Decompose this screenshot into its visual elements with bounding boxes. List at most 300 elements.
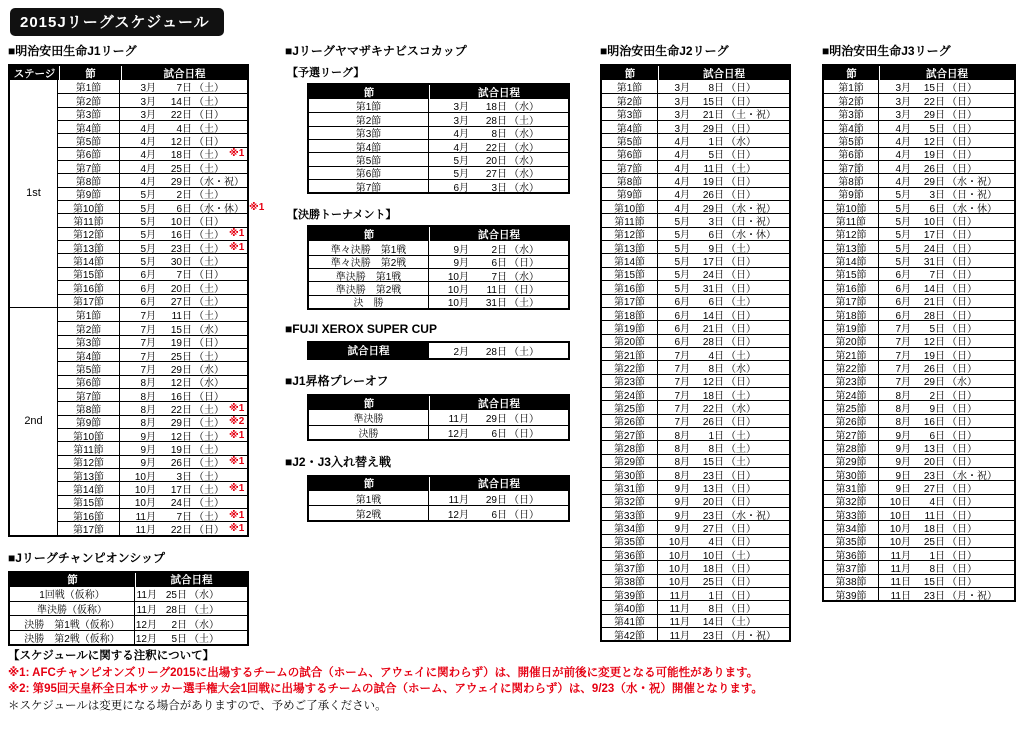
day-value: 6日: [491, 509, 507, 521]
day-value: 13日: [702, 483, 724, 495]
round-label: 第15節: [58, 268, 120, 280]
day-value: 7日: [176, 270, 192, 282]
match-date: [429, 491, 568, 506]
round-label: 第40節: [602, 601, 658, 613]
table-row: [824, 213, 1014, 229]
round-label: 決勝 第1戦（仮称）: [10, 616, 135, 629]
weekday-value: （日）: [726, 337, 756, 349]
weekday-value: （日）: [194, 270, 224, 282]
day-value: 29日: [170, 177, 192, 189]
day-value: 11日: [486, 285, 507, 297]
round-label: 第31節: [824, 481, 879, 493]
month-value: 9月: [674, 524, 690, 536]
table-row: [602, 80, 789, 93]
table-row: [58, 200, 265, 215]
table-row: [824, 120, 1014, 133]
month-value: 5月: [140, 190, 156, 202]
weekday-value: （水）: [509, 129, 539, 141]
stage-rows: [58, 308, 247, 535]
weekday-value: （日）: [509, 494, 539, 506]
day-value: 6日: [929, 430, 945, 442]
weekday-value: （日）: [194, 525, 224, 537]
day-value: 14日: [702, 617, 724, 629]
weekday-value: （土）: [194, 97, 224, 109]
month-value: 10月: [668, 577, 690, 589]
weekday-value: （土）: [194, 471, 224, 483]
table-row: [602, 200, 789, 213]
match-date: [429, 410, 568, 425]
round-label: 第12節: [602, 228, 658, 240]
weekday-value: （水・祝）: [726, 203, 776, 215]
match-date: [120, 293, 247, 308]
day-value: 29日: [170, 364, 192, 376]
day-value: 6日: [491, 428, 507, 440]
round-label: 第3節: [58, 108, 120, 120]
day-value: 1日: [929, 550, 945, 562]
round-label: 第9節: [602, 188, 658, 200]
round-label: 第5節: [309, 153, 429, 165]
note-ref: ※1: [229, 482, 245, 494]
weekday-value: （日）: [947, 270, 977, 282]
day-value: 19日: [923, 150, 945, 162]
table-row: [824, 494, 1014, 507]
round-label: 第6節: [58, 376, 120, 388]
month-value: 10月: [134, 484, 156, 496]
month-value: 8月: [140, 391, 156, 403]
j2-heading: ■明治安田生命J2リーグ: [600, 44, 729, 58]
round-label: 決勝: [309, 426, 429, 439]
nabisco-heading: ■Jリーグヤマザキナビスコカップ: [285, 44, 467, 58]
match-date: [879, 587, 1014, 602]
table-row: [309, 166, 568, 179]
round-label: 第35節: [824, 535, 879, 547]
match-date: [658, 79, 789, 94]
day-value: 29日: [485, 494, 507, 506]
table-row: [602, 253, 789, 269]
table-row: [602, 160, 789, 173]
weekday-value: （日）: [947, 337, 977, 349]
round-label: 第4節: [58, 349, 120, 361]
weekday-value: （土）: [194, 404, 224, 416]
table-row: [824, 507, 1014, 520]
table-row: [58, 93, 247, 109]
weekday-value: （日）: [726, 257, 756, 269]
table-row: [824, 467, 1014, 480]
weekday-value: （日）: [726, 417, 756, 429]
round-label: 第7節: [58, 161, 120, 173]
month-value: 4月: [140, 123, 156, 135]
round-label: 第10節: [58, 201, 120, 213]
table-row: [58, 107, 247, 120]
day-value: 10日: [702, 550, 724, 562]
table-row: [58, 321, 247, 334]
month-value: 4月: [674, 190, 690, 202]
month-value: 5月: [895, 243, 911, 255]
final-tournament-table-body: [309, 241, 568, 308]
day-value: 29日: [485, 413, 507, 425]
round-label: 第12節: [58, 228, 120, 240]
round-label: 第37節: [824, 561, 879, 573]
round-label: 第20節: [824, 335, 879, 347]
day-value: 20日: [170, 283, 192, 295]
column-header-date: 試合日程: [429, 85, 568, 99]
table-row: [824, 267, 1014, 280]
weekday-value: （水）: [726, 403, 756, 415]
day-value: 8日: [708, 604, 724, 616]
round-label: 第27節: [602, 428, 658, 440]
day-value: 22日: [170, 110, 192, 122]
day-value: 27日: [170, 297, 192, 309]
round-label: 準決勝（仮称）: [10, 602, 135, 615]
weekday-value: （土）: [726, 243, 756, 255]
day-value: 26日: [923, 363, 945, 375]
table-row: [602, 320, 789, 333]
month-value: 11月: [136, 590, 157, 602]
round-label: 決勝 第2戦（仮称）: [10, 631, 135, 644]
day-value: 25日: [170, 163, 192, 175]
month-value: 3月: [453, 102, 469, 114]
day-value: 7日: [929, 270, 945, 282]
month-value: 4月: [140, 163, 156, 175]
weekday-value: （日）: [726, 377, 756, 389]
weekday-value: （日）: [726, 470, 756, 482]
round-label: 第19節: [824, 321, 879, 333]
month-value: 9日: [895, 470, 911, 482]
round-label: 第4節: [824, 121, 879, 133]
table-row: [824, 547, 1014, 560]
round-label: 決 勝: [309, 296, 429, 308]
month-value: 3月: [895, 83, 911, 95]
day-value: 21日: [702, 323, 724, 335]
month-value: 10月: [134, 471, 156, 483]
month-value: 3月: [895, 110, 911, 122]
day-value: 5日: [171, 634, 187, 646]
day-value: 19日: [170, 338, 192, 350]
weekday-value: （土）: [726, 350, 756, 362]
round-label: 第36節: [824, 548, 879, 560]
round-label: 第11節: [58, 442, 120, 454]
table-row: [602, 400, 789, 413]
day-value: 18日: [485, 102, 507, 114]
month-value: 8月: [674, 443, 690, 455]
day-value: 14日: [702, 310, 724, 322]
month-value: 3月: [674, 83, 690, 95]
day-value: 29日: [923, 177, 945, 189]
weekday-value: （日）: [947, 457, 977, 469]
round-label: 第2節: [824, 94, 879, 106]
column-header-round: 節: [363, 228, 375, 241]
column-header-round: 節: [67, 574, 78, 587]
month-value: 3月: [674, 123, 690, 135]
month-value: 12月: [135, 619, 157, 631]
weekday-value: （土）: [194, 484, 224, 496]
playoff-table-body: [309, 410, 568, 439]
month-value: 4月: [895, 150, 911, 162]
month-value: 4月: [895, 163, 911, 175]
month-value: 9月: [140, 458, 156, 470]
qualifying-table-header: [309, 85, 568, 99]
weekday-value: （日）: [947, 577, 977, 589]
table-row: [309, 410, 568, 424]
day-value: 12日: [170, 137, 192, 149]
round-label: 第32節: [602, 495, 658, 507]
month-value: 5月: [674, 217, 690, 229]
round-label: 第3節: [309, 127, 429, 139]
month-value: 8月: [895, 403, 911, 415]
day-value: 29日: [702, 123, 724, 135]
day-value: 12日: [170, 431, 192, 443]
weekday-value: （水）: [509, 169, 539, 181]
day-value: 14日: [923, 283, 945, 295]
month-value: 8月: [140, 378, 156, 390]
table-row: [824, 414, 1014, 427]
round-label: 第18節: [824, 308, 879, 320]
round-label: 第24節: [824, 388, 879, 400]
weekday-value: （日）: [509, 258, 539, 270]
round-label: 1回戦（仮称）: [10, 587, 135, 601]
month-value: 5月: [895, 230, 911, 242]
month-value: 5月: [140, 257, 156, 269]
weekday-value: （土）: [194, 83, 224, 95]
month-value: 6月: [674, 337, 690, 349]
table-row: [602, 280, 789, 293]
month-value: 10月: [668, 564, 690, 576]
day-value: 3日: [929, 190, 945, 202]
month-value: 11月: [136, 605, 157, 617]
note-ref: ※1: [229, 241, 245, 253]
weekday-value: （日）: [509, 285, 539, 297]
table-row: [602, 334, 789, 347]
weekday-value: （月・祝）: [947, 590, 997, 602]
month-value: 6月: [674, 297, 690, 309]
month-value: 4月: [140, 177, 156, 189]
qualifying-table-body: [309, 99, 568, 192]
day-value: 28日: [485, 347, 507, 359]
column-header-round: 節: [363, 397, 375, 410]
round-label: 第7節: [824, 161, 879, 173]
round-label: 第23節: [602, 375, 658, 387]
day-value: 3日: [491, 182, 507, 194]
weekday-value: （日）: [947, 150, 977, 162]
weekday-value: （水）: [189, 619, 219, 631]
table-row: [602, 347, 789, 360]
day-value: 18日: [923, 524, 945, 536]
table-row: [309, 295, 568, 308]
table-row: [309, 491, 568, 505]
weekday-value: （水・祝）: [726, 510, 776, 522]
day-value: 23日: [702, 470, 724, 482]
weekday-value: （日）: [947, 297, 977, 309]
round-label: 第9節: [824, 188, 879, 200]
round-label: 第38節: [824, 575, 879, 587]
day-value: 5日: [929, 323, 945, 335]
weekday-value: （日）: [947, 323, 977, 335]
month-value: 7月: [674, 390, 690, 402]
table-row: [602, 480, 789, 493]
table-row: [602, 307, 789, 320]
month-value: 5月: [453, 156, 469, 168]
round-label: 第29節: [824, 455, 879, 467]
round-label: 第26節: [824, 415, 879, 427]
match-date: [429, 241, 568, 256]
day-value: 8日: [708, 443, 724, 455]
weekday-value: （日）: [194, 217, 224, 229]
table-row: [58, 335, 247, 348]
day-value: 25日: [165, 590, 187, 602]
month-value: 7月: [140, 351, 156, 363]
weekday-value: （土）: [189, 634, 219, 646]
replacement-table-header: [309, 477, 568, 491]
column-header-date: 試合日程: [429, 227, 568, 241]
table-row: [58, 253, 247, 269]
match-date: [135, 616, 247, 631]
round-label: 第5節: [58, 362, 120, 374]
month-value: 5月: [140, 243, 156, 255]
day-value: 8日: [929, 564, 945, 576]
day-value: 31日: [702, 283, 724, 295]
round-label: 第16節: [824, 281, 879, 293]
match-date: [429, 343, 568, 358]
weekday-value: （土）: [194, 444, 224, 456]
round-label: 第8節: [602, 174, 658, 186]
j2-table-body: [602, 80, 789, 640]
month-value: 4月: [140, 137, 156, 149]
month-value: 7月: [895, 337, 911, 349]
month-value: 5月: [674, 257, 690, 269]
qualifying-label: 【予選リーグ】: [287, 67, 365, 79]
round-label: 第13節: [58, 469, 120, 481]
table-row: [602, 213, 789, 229]
round-label: 第21節: [824, 348, 879, 360]
table-row: [824, 347, 1014, 360]
match-date: [429, 506, 568, 521]
table-row: [10, 587, 247, 601]
month-value: 10月: [447, 298, 469, 310]
table-row: [602, 520, 789, 536]
weekday-value: （日）: [509, 428, 539, 440]
day-value: 24日: [170, 498, 192, 510]
month-value: 11月: [448, 494, 469, 506]
weekday-value: （日）: [726, 190, 756, 202]
table-row: [58, 294, 247, 307]
month-value: 4月: [674, 137, 690, 149]
month-value: 11月: [669, 617, 690, 629]
table-row: [58, 80, 247, 93]
weekday-value: （日）: [726, 310, 756, 322]
championship-table: [8, 571, 249, 647]
round-label: 第16節: [58, 281, 120, 293]
weekday-value: （水・祝）: [947, 177, 997, 189]
stage-group: [10, 80, 265, 309]
day-value: 6日: [491, 258, 507, 270]
round-label: 第8節: [824, 174, 879, 186]
table-row: [602, 440, 789, 453]
weekday-value: （水・休）: [194, 203, 244, 215]
table-row: [824, 187, 1014, 200]
table-row: [10, 615, 247, 629]
table-row: [602, 600, 789, 616]
weekday-value: （日）: [726, 483, 756, 495]
month-value: 3月: [140, 110, 156, 122]
table-row: [58, 240, 247, 253]
table-row: [58, 375, 247, 388]
day-value: 17日: [923, 230, 945, 242]
month-value: 11月: [890, 564, 911, 576]
weekday-value: （土）: [726, 457, 756, 469]
day-value: 11日: [703, 163, 724, 175]
round-label: 第39節: [602, 588, 658, 600]
month-value: 3月: [674, 110, 690, 122]
match-date: [120, 521, 247, 536]
round-label: 第1節: [58, 308, 120, 321]
table-row: [58, 120, 247, 133]
round-label: 第39節: [824, 588, 879, 600]
round-label: 第37節: [602, 561, 658, 573]
month-value: 5月: [453, 169, 469, 181]
day-value: 28日: [165, 605, 187, 617]
weekday-value: （日）: [947, 123, 977, 135]
day-value: 11日: [924, 510, 945, 522]
month-value: 11月: [135, 525, 156, 537]
month-value: 9月: [453, 244, 469, 256]
month-value: 9月: [674, 483, 690, 495]
weekday-value: （土）: [194, 351, 224, 363]
round-label: 第3節: [602, 108, 658, 120]
weekday-value: （日）: [947, 217, 977, 229]
round-label: 第13節: [58, 241, 120, 253]
day-value: 12日: [923, 337, 945, 349]
table-row: [602, 414, 789, 427]
round-label: 準決勝 第2戦: [309, 282, 429, 294]
table-row: [602, 173, 789, 189]
replacement-table: [307, 475, 570, 522]
round-label: 第4節: [602, 121, 658, 133]
table-row: [824, 400, 1014, 413]
weekday-value: （日）: [194, 110, 224, 122]
day-value: 26日: [170, 458, 192, 470]
table-row: [824, 520, 1014, 536]
day-value: 4日: [929, 497, 945, 509]
round-label: 第10節: [824, 201, 879, 213]
day-value: 24日: [702, 270, 724, 282]
day-value: 1日: [708, 137, 724, 149]
weekday-value: （水）: [509, 156, 539, 168]
round-label: 第24節: [602, 388, 658, 400]
table-row: [602, 93, 789, 109]
month-value: 9月: [140, 444, 156, 456]
round-label: 第22節: [602, 361, 658, 373]
weekday-value: （土）: [194, 190, 224, 202]
footnotes: [8, 648, 1013, 714]
table-row: [58, 495, 247, 508]
month-value: 5月: [895, 190, 911, 202]
table-row: [824, 107, 1014, 120]
table-row: [58, 361, 247, 374]
day-value: 31日: [485, 298, 507, 310]
weekday-value: （日）: [726, 283, 756, 295]
championship-heading: ■Jリーグチャンピオンシップ: [8, 550, 166, 565]
table-row: [309, 99, 568, 112]
month-value: 5月: [140, 230, 156, 242]
round-label: 第5節: [58, 134, 120, 146]
round-label: 第25節: [824, 401, 879, 413]
table-row: [824, 227, 1014, 240]
round-label: 第42節: [602, 628, 658, 640]
weekday-value: （日）: [947, 83, 977, 95]
replacement-heading: ■J2・J3入れ替え戦: [285, 454, 391, 469]
month-value: 9月: [895, 443, 911, 455]
column-header-round: 節: [846, 67, 857, 80]
